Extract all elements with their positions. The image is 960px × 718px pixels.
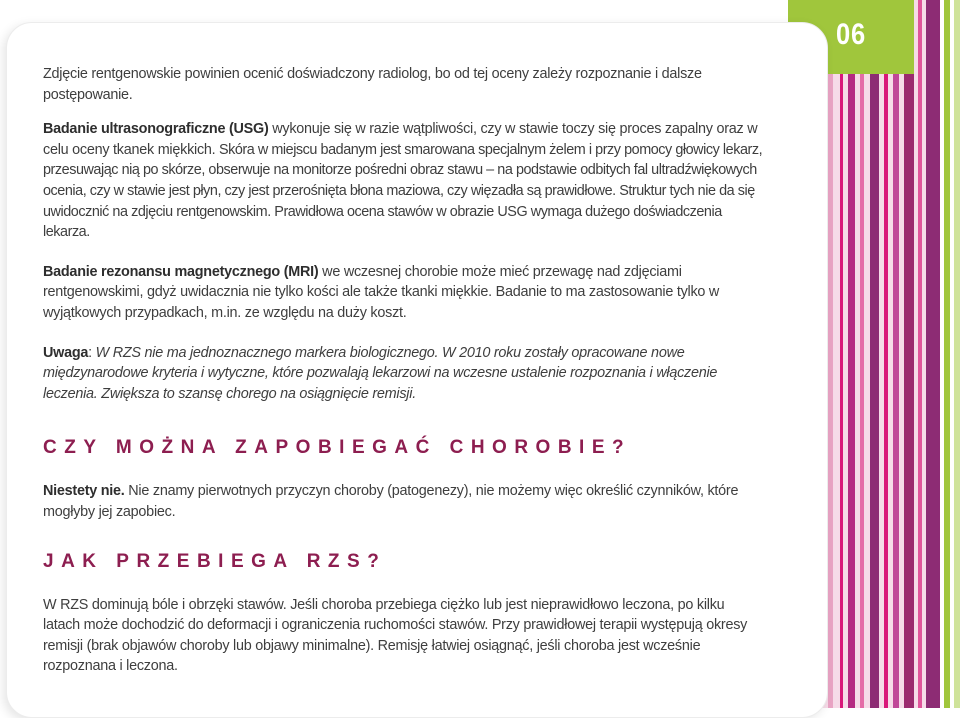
paragraph-prevention [43, 481, 765, 522]
usg-text-2: Skóra w miejscu badanym jest smarowana specjalnym żelem i przy pomocy głowicy lekarz, przesuwając nią po skórze, obserwuje na monitorze pośredni obraz stawu – na podstawie odbitych fal ultradźwiękowych ocenia, czy w stawie jest płyn, czy jest przerośnięta błona maziowa, czy więzadła są prawidłowe. Struktur tych nie da się uwidocznić na zdjęciu rentgenowskim. Prawidłowa ocena stawów w obrazie USG wymaga dużego doświadczenia lekarza. [43, 141, 763, 241]
heading-prevention: CZY MOŻNA ZAPOBIEGAĆ CHOROBIE? [43, 437, 632, 459]
heading-course: JAK PRZEBIEGA RZS? [43, 551, 387, 573]
note-colon: : [88, 344, 96, 361]
paragraph-course: W RZS dominują bóle i obrzęki stawów. Jeśli choroba przebiega ciężko lub jest nieprawidłowo leczona, po kilku latach może dochodzić do deformacji i ograniczenia ruchomości stawów. Przy prawidłowej terapii występują okresy remisji (brak objawów choroby lub objawy minimalne). Remisję łatwiej osiągnąć, jeśli choroba jest wcześnie rozpoznana i leczona. [43, 596, 748, 675]
paragraph-note [43, 343, 765, 405]
usg-bold-term: Badanie ultrasonograficzne (USG) [43, 121, 269, 138]
page-number: 06 [836, 18, 867, 51]
prevention-bold: Niestety nie. [43, 482, 125, 499]
paragraph-xray: Zdjęcie rentgenowskie powinien ocenić doświadczony radiolog, bo od tej oceny zależy rozpoznanie i dalsze postępowanie. [43, 66, 702, 103]
decorative-stripes [820, 0, 960, 708]
mri-text: we wczesnej chorobie może mieć przewagę nad zdjęciami rentgenowskimi, gdyż uwidacznia nie tylko kości ale także tkanki miękkie. Badanie to ma zastosowanie tylko w wyjątkowych przypadkach, m.in. ze względu na duży koszt. [43, 263, 720, 321]
mri-bold-term: Badanie rezonansu magnetycznego (MRI) [43, 263, 319, 280]
document-body [43, 64, 765, 677]
paragraph-usg [43, 119, 765, 243]
paragraph-mri [43, 262, 765, 324]
usg-text-1: wykonuje się w razie wątpliwości, czy w stawie toczy się proces zapalny oraz w celu oceny tkanek miękkich. [43, 121, 758, 158]
note-text: W RZS nie ma jednoznacznego markera biologicznego. W 2010 roku zostały opracowane nowe międzynarodowe kryteria i wytyczne, które pozwalają lekarzowi na wczesne ustalenie rozpoznania i włączenie leczenia. Zwiększa to szansę chorego na osiągnięcie remisji. [43, 344, 718, 402]
prevention-text: Nie znamy pierwotnych przyczyn choroby (patogenezy), nie możemy więc określić czynników, które mogłyby jej zapobiec. [43, 482, 739, 520]
note-label: Uwaga [43, 344, 89, 361]
